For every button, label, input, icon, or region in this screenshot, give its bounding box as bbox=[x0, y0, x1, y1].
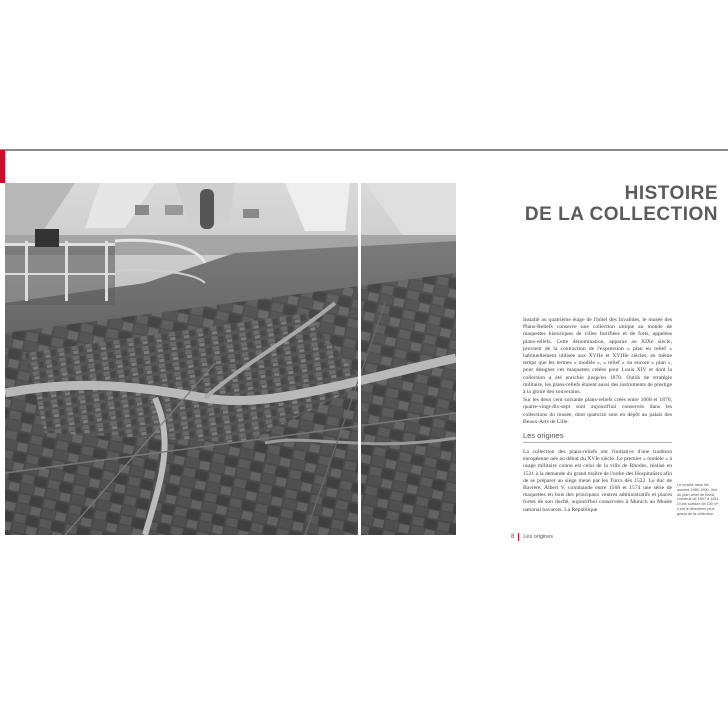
section-subheading: Les origines bbox=[523, 431, 564, 441]
page-title bbox=[525, 183, 718, 225]
page-gutter bbox=[358, 183, 361, 535]
paragraph-1: Installé au quatrième étage de l'hôtel des Invalides, le musée des Plans-Reliefs conserve une collection unique au monde de maquettes historiques de villes fortifiées et de forts, appelées plans-reliefs. Cette dénomination, apparue au XIXe siècle, provient de la contraction de l'expression « plan en relief » habituellement utilisée aux XVIIe et XVIIIe siècles, en même temps que les termes « modèle », « relief » ou encore « plan », pour désigner ces maquettes créées pour Louis XIV et dont la collection a été enrichie jusqu'en 1870. Outils de stratégie militaire, les plans-reliefs étaient aussi des instruments de prestige à la gloire des souverains. bbox=[523, 317, 672, 396]
accent-bar bbox=[0, 150, 5, 183]
footer-separator bbox=[518, 533, 519, 541]
page-number: 8 bbox=[511, 534, 515, 540]
plan-relief-photo bbox=[5, 183, 456, 535]
title-line-2: DE LA COLLECTION bbox=[524, 204, 718, 225]
running-footer: Les origines bbox=[523, 534, 554, 540]
photo-caption: Le musée dans les années 1980-1990. Vue du plan-relief de Brest, construit de 1807 à 1811. D'une surface de 130 m², il est le deuxième plus grand de la collection. bbox=[677, 483, 720, 516]
title-line-1: HISTOIRE bbox=[624, 183, 718, 204]
museum-photo bbox=[5, 183, 456, 535]
top-rule bbox=[0, 149, 728, 151]
page-footer bbox=[511, 533, 553, 541]
paragraph-3: La collection des plans-reliefs ont l'initiative d'une tradition européenne née au début du XVIe siècle. Le premier « modèle » à usage militaire connu est celui de la ville de Rhodes, réalisé en 1521 à la demande du grand maître de l'ordre des Hospitaliers afin de se préparer au siège mené par les Turcs dès 1522. Le duc de Bavière, Albert V, commande entre 1568 et 1574 une série de maquettes en bois des principaux centres administratifs et places fortes de son duché, aujourd'hui conservées à Munich au Musée national bavarois. La République bbox=[523, 449, 672, 513]
paragraph-2: Sur les deux cent soixante plans-reliefs créés entre 1668 et 1870, quatre-vingt-dix-sept sont aujourd'hui conservés dans les collections du musée, dont quatorze sont en dépôt au palais des Beaux-Arts de Lille. bbox=[523, 397, 672, 425]
subheading-rule bbox=[523, 442, 672, 443]
body-column bbox=[523, 317, 672, 515]
